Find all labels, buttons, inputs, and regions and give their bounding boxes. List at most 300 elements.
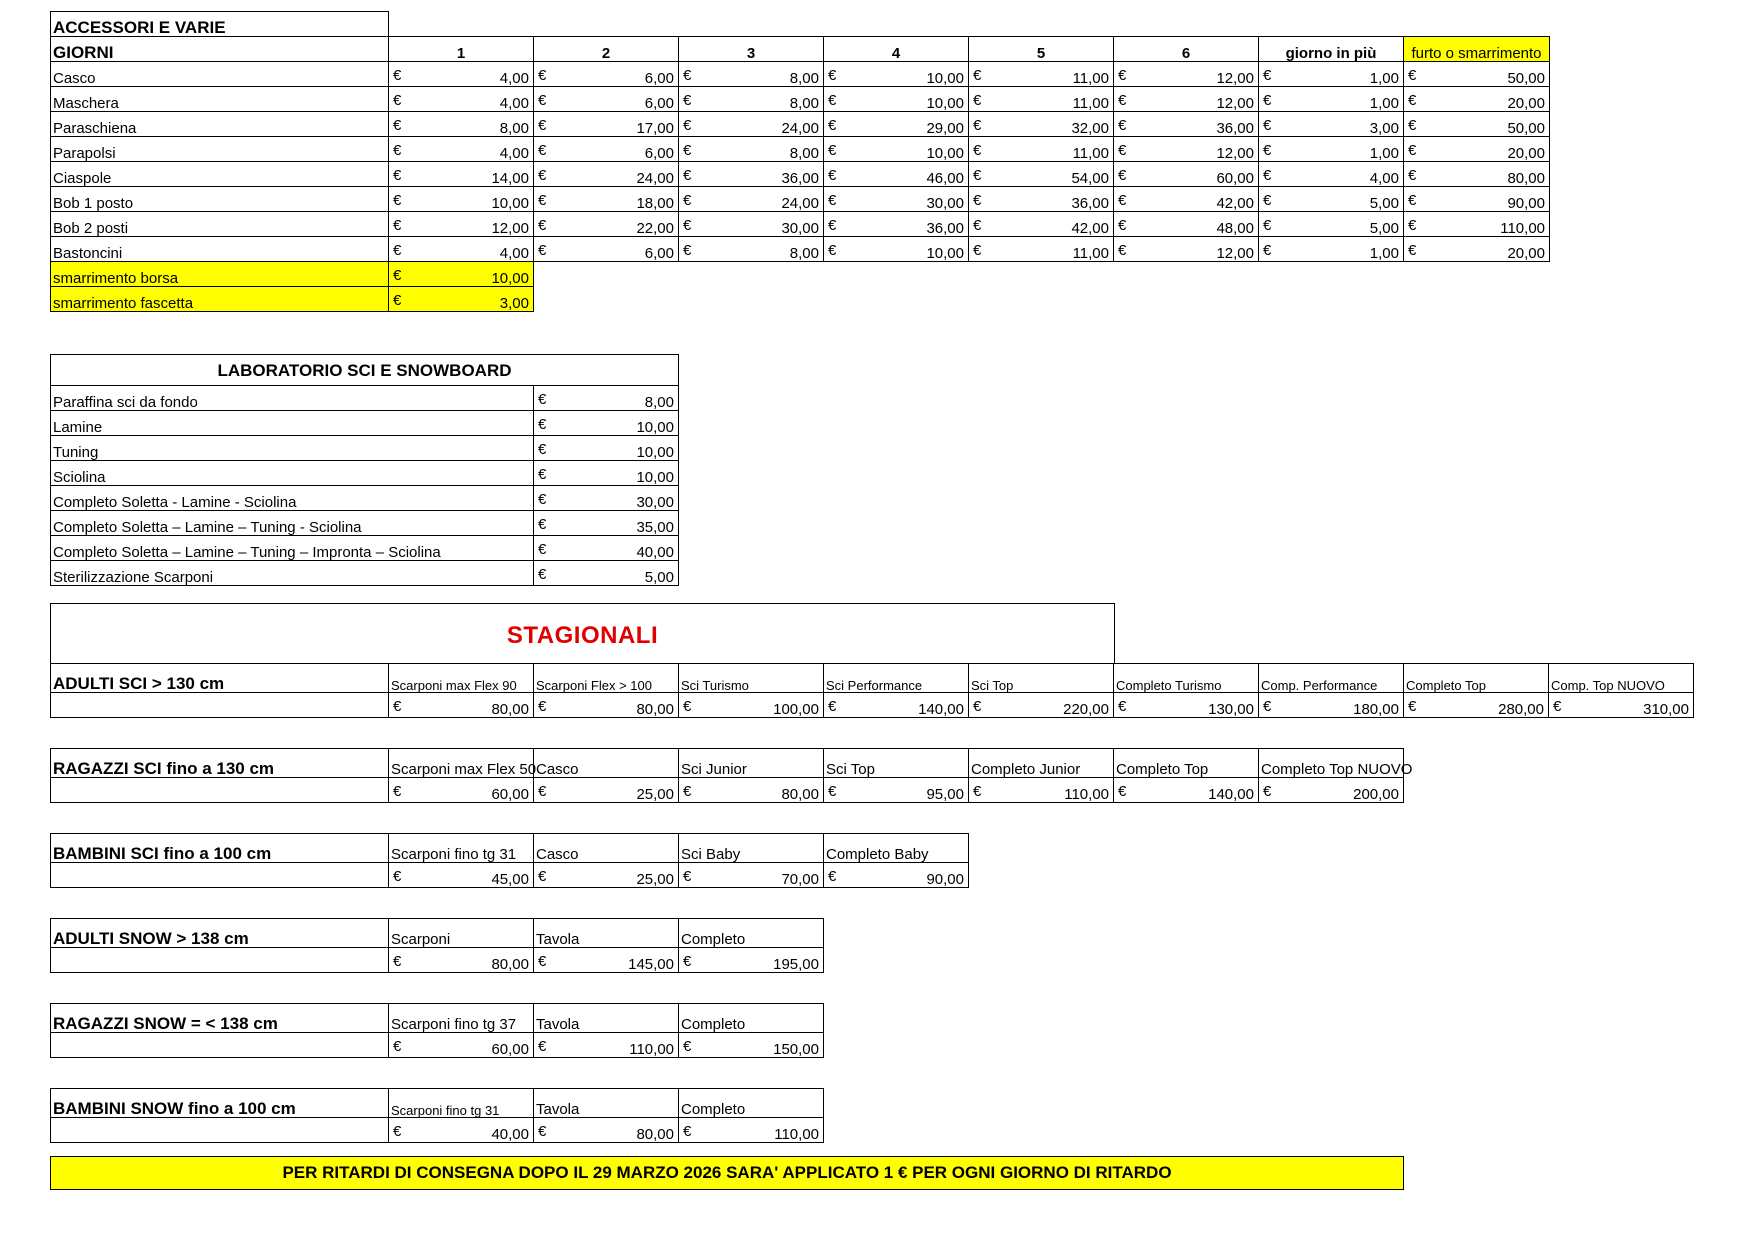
euro-symbol: €: [683, 1123, 692, 1140]
euro-symbol: €: [1118, 92, 1127, 109]
euro-symbol: €: [973, 783, 982, 800]
stagionali-bambini-sci-table: [50, 833, 969, 888]
euro-symbol: €: [1118, 167, 1127, 184]
euro-symbol: €: [393, 783, 402, 800]
section-label: ADULTI SNOW > 138 cm: [51, 919, 389, 948]
euro-symbol: €: [973, 142, 982, 159]
euro-symbol: €: [1408, 117, 1417, 134]
col-header: 1: [389, 37, 534, 62]
euro-symbol: €: [1263, 117, 1272, 134]
table-row: [51, 511, 679, 536]
price-value: 1,00: [1369, 70, 1399, 87]
laboratorio-table: [50, 354, 679, 586]
euro-symbol: €: [828, 167, 837, 184]
column-header: Completo Top: [1114, 749, 1259, 778]
price-value: 110,00: [774, 1126, 819, 1143]
euro-symbol: €: [538, 217, 547, 234]
price-value: 180,00: [1353, 701, 1399, 718]
stagionali-ragazzi-snow-table: [50, 1003, 824, 1058]
price-value: 8,00: [644, 394, 674, 411]
price-value: 36,00: [1216, 120, 1254, 137]
euro-symbol: €: [1408, 142, 1417, 159]
price-cell: [824, 212, 969, 237]
price-value: 42,00: [1216, 195, 1254, 212]
service-name: Completo Soletta - Lamine - Sciolina: [51, 486, 534, 511]
price-value: 36,00: [781, 170, 819, 187]
column-header: Scarponi fino tg 31: [389, 834, 534, 863]
section-label: RAGAZZI SNOW = < 138 cm: [51, 1004, 389, 1033]
price-cell: [679, 1033, 824, 1058]
column-header: Scarponi: [389, 919, 534, 948]
euro-symbol: €: [683, 1038, 692, 1055]
price-cell: [679, 693, 824, 718]
price-value: 20,00: [1507, 95, 1545, 112]
price-cell: [679, 237, 824, 262]
price-value: 6,00: [644, 245, 674, 262]
column-header: Completo: [679, 1089, 824, 1118]
price-cell: [534, 137, 679, 162]
price-cell: [534, 1033, 679, 1058]
price-value: 80,00: [636, 701, 674, 718]
price-value: 11,00: [1072, 70, 1109, 87]
euro-symbol: €: [683, 868, 692, 885]
price-cell: [534, 62, 679, 87]
column-header: Sci Performance: [824, 664, 969, 693]
price-value: 80,00: [491, 956, 529, 973]
service-name: Sterilizzazione Scarponi: [51, 561, 534, 586]
price-cell: [534, 511, 679, 536]
table-row: [51, 212, 1550, 237]
price-cell: [1114, 162, 1259, 187]
price-value: 11,00: [1072, 95, 1109, 112]
euro-symbol: €: [1118, 142, 1127, 159]
price-value: 25,00: [636, 786, 674, 803]
col-header: 6: [1114, 37, 1259, 62]
price-cell: [679, 778, 824, 803]
price-cell: [534, 1118, 679, 1143]
euro-symbol: €: [393, 67, 402, 84]
price-value: 30,00: [636, 494, 674, 511]
price-value: 10,00: [926, 95, 964, 112]
price-value: 18,00: [636, 195, 674, 212]
price-cell: [534, 162, 679, 187]
euro-symbol: €: [538, 466, 547, 483]
column-header: Sci Top: [824, 749, 969, 778]
price-value: 10,00: [636, 419, 674, 436]
empty-cell: [51, 863, 389, 888]
col-header: 5: [969, 37, 1114, 62]
price-cell: [824, 778, 969, 803]
euro-symbol: €: [683, 953, 692, 970]
price-cell: [534, 112, 679, 137]
stagionali-ragazzi-sci-table: [50, 748, 1413, 803]
price-cell: [389, 62, 534, 87]
price-value: 145,00: [628, 956, 674, 973]
euro-symbol: €: [683, 67, 692, 84]
price-value: 60,00: [491, 786, 529, 803]
price-value: 10,00: [926, 245, 964, 262]
table-row: [51, 137, 1550, 162]
price-cell: [389, 137, 534, 162]
column-header: Completo Turismo: [1114, 664, 1259, 693]
price-value: 80,00: [1507, 170, 1545, 187]
price-value: 140,00: [1208, 786, 1254, 803]
price-value: 60,00: [1216, 170, 1254, 187]
euro-symbol: €: [973, 117, 982, 134]
column-header: Tavola: [534, 919, 679, 948]
price-cell: [1549, 693, 1694, 718]
euro-symbol: €: [1408, 192, 1417, 209]
column-header: Scarponi fino tg 37: [389, 1004, 534, 1033]
price-cell: [1259, 62, 1404, 87]
euro-symbol: €: [1118, 698, 1127, 715]
col-header: 2: [534, 37, 679, 62]
price-value: 10,00: [491, 270, 529, 287]
euro-symbol: €: [538, 953, 547, 970]
price-cell: [534, 212, 679, 237]
price-cell: [389, 948, 534, 973]
euro-symbol: €: [538, 516, 547, 533]
service-name: Paraffina sci da fondo: [51, 386, 534, 411]
price-value: 35,00: [636, 519, 674, 536]
column-header: Tavola: [534, 1004, 679, 1033]
price-cell: [679, 863, 824, 888]
euro-symbol: €: [683, 242, 692, 259]
column-header: Completo Junior: [969, 749, 1114, 778]
price-value: 40,00: [636, 544, 674, 561]
euro-symbol: €: [393, 217, 402, 234]
price-cell: [1404, 87, 1550, 112]
price-value: 110,00: [629, 1041, 674, 1058]
price-cell: [679, 162, 824, 187]
price-cell: [824, 112, 969, 137]
price-cell: [969, 187, 1114, 212]
price-value: 10,00: [926, 145, 964, 162]
price-value: 48,00: [1216, 220, 1254, 237]
price-cell: [824, 693, 969, 718]
price-value: 22,00: [636, 220, 674, 237]
price-value: 110,00: [1500, 220, 1545, 237]
euro-symbol: €: [683, 192, 692, 209]
euro-symbol: €: [538, 441, 547, 458]
column-header: Sci Baby: [679, 834, 824, 863]
price-value: 30,00: [926, 195, 964, 212]
table-row: [51, 262, 1550, 287]
table-row: [51, 561, 679, 586]
price-value: 140,00: [918, 701, 964, 718]
price-value: 8,00: [789, 145, 819, 162]
price-value: 36,00: [1071, 195, 1109, 212]
price-value: 220,00: [1063, 701, 1109, 718]
price-cell: [534, 486, 679, 511]
price-cell: [534, 461, 679, 486]
empty-cell: [51, 1118, 389, 1143]
euro-symbol: €: [828, 67, 837, 84]
stagionali-adulti-sci-table: [50, 663, 1694, 718]
price-value: 25,00: [636, 871, 674, 888]
price-value: 42,00: [1071, 220, 1109, 237]
price-value: 29,00: [926, 120, 964, 137]
euro-symbol: €: [538, 491, 547, 508]
price-cell: [534, 436, 679, 461]
item-name: Ciaspole: [51, 162, 389, 187]
price-cell: [824, 62, 969, 87]
price-cell: [1404, 62, 1550, 87]
price-value: 195,00: [773, 956, 819, 973]
price-cell: [679, 948, 824, 973]
section-label: BAMBINI SCI fino a 100 cm: [51, 834, 389, 863]
euro-symbol: €: [973, 67, 982, 84]
price-cell: [1259, 187, 1404, 212]
euro-symbol: €: [1118, 192, 1127, 209]
price-value: 8,00: [789, 70, 819, 87]
price-cell: [824, 237, 969, 262]
column-header: Sci Junior: [679, 749, 824, 778]
price-cell: [389, 287, 534, 312]
item-name: Bob 2 posti: [51, 212, 389, 237]
price-value: 60,00: [491, 1041, 529, 1058]
price-cell: [679, 212, 824, 237]
price-cell: [389, 237, 534, 262]
euro-symbol: €: [828, 142, 837, 159]
euro-symbol: €: [683, 117, 692, 134]
euro-symbol: €: [1263, 698, 1272, 715]
price-cell: [1114, 112, 1259, 137]
price-value: 4,00: [499, 145, 529, 162]
price-cell: [1259, 778, 1404, 803]
price-cell: [534, 778, 679, 803]
price-value: 1,00: [1369, 95, 1399, 112]
price-value: 6,00: [644, 145, 674, 162]
euro-symbol: €: [1408, 67, 1417, 84]
column-header: Scarponi max Flex 50: [389, 749, 534, 778]
price-value: 10,00: [636, 469, 674, 486]
stagionali-title-box: [50, 603, 1115, 664]
euro-symbol: €: [973, 217, 982, 234]
empty-cell: [51, 1033, 389, 1058]
price-value: 8,00: [789, 245, 819, 262]
table-row: [51, 436, 679, 461]
euro-symbol: €: [393, 1038, 402, 1055]
price-value: 280,00: [1498, 701, 1544, 718]
item-name: Bastoncini: [51, 237, 389, 262]
price-cell: [679, 87, 824, 112]
price-value: 12,00: [1216, 95, 1254, 112]
price-cell: [1259, 112, 1404, 137]
column-header: Completo Baby: [824, 834, 969, 863]
price-value: 36,00: [926, 220, 964, 237]
price-cell: [534, 693, 679, 718]
price-value: 3,00: [1369, 120, 1399, 137]
price-cell: [534, 187, 679, 212]
service-name: Completo Soletta – Lamine – Tuning - Sciolina: [51, 511, 534, 536]
col-header: 4: [824, 37, 969, 62]
table-row: [51, 461, 679, 486]
item-name: Maschera: [51, 87, 389, 112]
euro-symbol: €: [828, 783, 837, 800]
euro-symbol: €: [1263, 92, 1272, 109]
price-cell: [1404, 693, 1549, 718]
stagionali-title: STAGIONALI: [506, 622, 659, 649]
price-value: 5,00: [644, 569, 674, 586]
price-cell: [1114, 187, 1259, 212]
price-cell: [534, 87, 679, 112]
accessori-header-row: [51, 37, 1550, 62]
price-cell: [1259, 693, 1404, 718]
price-value: 5,00: [1369, 195, 1399, 212]
price-value: 11,00: [1072, 145, 1109, 162]
euro-symbol: €: [973, 167, 982, 184]
price-value: 11,00: [1072, 245, 1109, 262]
price-cell: [389, 112, 534, 137]
price-value: 20,00: [1507, 245, 1545, 262]
euro-symbol: €: [973, 698, 982, 715]
price-cell: [1259, 87, 1404, 112]
stagionali-bambini-snow-table: [50, 1088, 824, 1143]
price-cell: [969, 112, 1114, 137]
column-header: Casco: [534, 749, 679, 778]
price-cell: [679, 187, 824, 212]
column-header: Scarponi fino tg 31: [389, 1089, 534, 1118]
euro-symbol: €: [393, 192, 402, 209]
item-name: Bob 1 posto: [51, 187, 389, 212]
price-value: 1,00: [1369, 145, 1399, 162]
price-cell: [679, 137, 824, 162]
table-row: [51, 536, 679, 561]
euro-symbol: €: [538, 67, 547, 84]
price-cell: [389, 863, 534, 888]
price-value: 10,00: [636, 444, 674, 461]
euro-symbol: €: [1263, 783, 1272, 800]
price-value: 110,00: [1064, 786, 1109, 803]
euro-symbol: €: [1408, 167, 1417, 184]
price-cell: [389, 212, 534, 237]
giorni-label: GIORNI: [51, 37, 389, 62]
service-name: Lamine: [51, 411, 534, 436]
empty-cell: [51, 693, 389, 718]
euro-symbol: €: [828, 868, 837, 885]
price-cell: [534, 386, 679, 411]
section-label: BAMBINI SNOW fino a 100 cm: [51, 1089, 389, 1118]
euro-symbol: €: [538, 391, 547, 408]
price-cell: [679, 112, 824, 137]
euro-symbol: €: [393, 167, 402, 184]
price-cell: [1404, 212, 1550, 237]
accessori-table: [50, 11, 1550, 312]
euro-symbol: €: [683, 167, 692, 184]
price-value: 6,00: [644, 70, 674, 87]
price-cell: [969, 693, 1114, 718]
euro-symbol: €: [538, 868, 547, 885]
euro-symbol: €: [538, 541, 547, 558]
price-value: 8,00: [789, 95, 819, 112]
price-value: 50,00: [1507, 70, 1545, 87]
euro-symbol: €: [1118, 67, 1127, 84]
price-cell: [1114, 237, 1259, 262]
price-cell: [389, 1033, 534, 1058]
euro-symbol: €: [393, 92, 402, 109]
col-header-furto: furto o smarrimento: [1404, 37, 1550, 62]
euro-symbol: €: [683, 783, 692, 800]
euro-symbol: €: [538, 192, 547, 209]
price-cell: [389, 162, 534, 187]
euro-symbol: €: [1118, 783, 1127, 800]
price-value: 12,00: [491, 220, 529, 237]
price-cell: [1404, 187, 1550, 212]
euro-symbol: €: [1263, 142, 1272, 159]
column-header: Sci Turismo: [679, 664, 824, 693]
price-cell: [534, 561, 679, 586]
euro-symbol: €: [1408, 698, 1417, 715]
euro-symbol: €: [538, 117, 547, 134]
price-value: 50,00: [1507, 120, 1545, 137]
price-cell: [824, 87, 969, 112]
price-value: 95,00: [926, 786, 964, 803]
price-cell: [1259, 237, 1404, 262]
late-return-banner: PER RITARDI DI CONSEGNA DOPO IL 29 MARZO 2026 SARA' APPLICATO 1 € PER OGNI GIORNO DI RITARDO: [50, 1156, 1404, 1190]
item-name: smarrimento borsa: [51, 262, 389, 287]
euro-symbol: €: [828, 192, 837, 209]
empty-cell: [51, 948, 389, 973]
column-header: Sci Top: [969, 664, 1114, 693]
price-value: 14,00: [491, 170, 529, 187]
price-value: 80,00: [491, 701, 529, 718]
price-value: 10,00: [491, 195, 529, 212]
price-cell: [389, 262, 534, 287]
column-header: Comp. Performance: [1259, 664, 1404, 693]
price-value: 90,00: [926, 871, 964, 888]
item-name: smarrimento fascetta: [51, 287, 389, 312]
euro-symbol: €: [393, 242, 402, 259]
euro-symbol: €: [1263, 67, 1272, 84]
price-cell: [969, 212, 1114, 237]
price-cell: [1404, 162, 1550, 187]
price-cell: [679, 1118, 824, 1143]
euro-symbol: €: [1408, 92, 1417, 109]
price-cell: [389, 187, 534, 212]
stagionali-adulti-snow-table: [50, 918, 824, 973]
price-value: 80,00: [636, 1126, 674, 1143]
column-header: Completo Top NUOVO: [1259, 749, 1404, 778]
euro-symbol: €: [538, 92, 547, 109]
price-cell: [1114, 62, 1259, 87]
price-value: 24,00: [636, 170, 674, 187]
euro-symbol: €: [538, 167, 547, 184]
price-value: 12,00: [1216, 145, 1254, 162]
price-value: 46,00: [926, 170, 964, 187]
euro-symbol: €: [828, 117, 837, 134]
column-header: Completo: [679, 1004, 824, 1033]
euro-symbol: €: [393, 117, 402, 134]
price-cell: [969, 778, 1114, 803]
euro-symbol: €: [683, 698, 692, 715]
price-cell: [969, 62, 1114, 87]
column-header: Casco: [534, 834, 679, 863]
euro-symbol: €: [538, 698, 547, 715]
euro-symbol: €: [1553, 698, 1562, 715]
euro-symbol: €: [393, 953, 402, 970]
price-cell: [389, 778, 534, 803]
euro-symbol: €: [1118, 242, 1127, 259]
price-value: 6,00: [644, 95, 674, 112]
col-header: 3: [679, 37, 824, 62]
price-cell: [1404, 137, 1550, 162]
column-header: Comp. Top NUOVO: [1549, 664, 1694, 693]
price-value: 150,00: [773, 1041, 819, 1058]
price-cell: [534, 411, 679, 436]
price-cell: [534, 536, 679, 561]
price-value: 17,00: [636, 120, 674, 137]
